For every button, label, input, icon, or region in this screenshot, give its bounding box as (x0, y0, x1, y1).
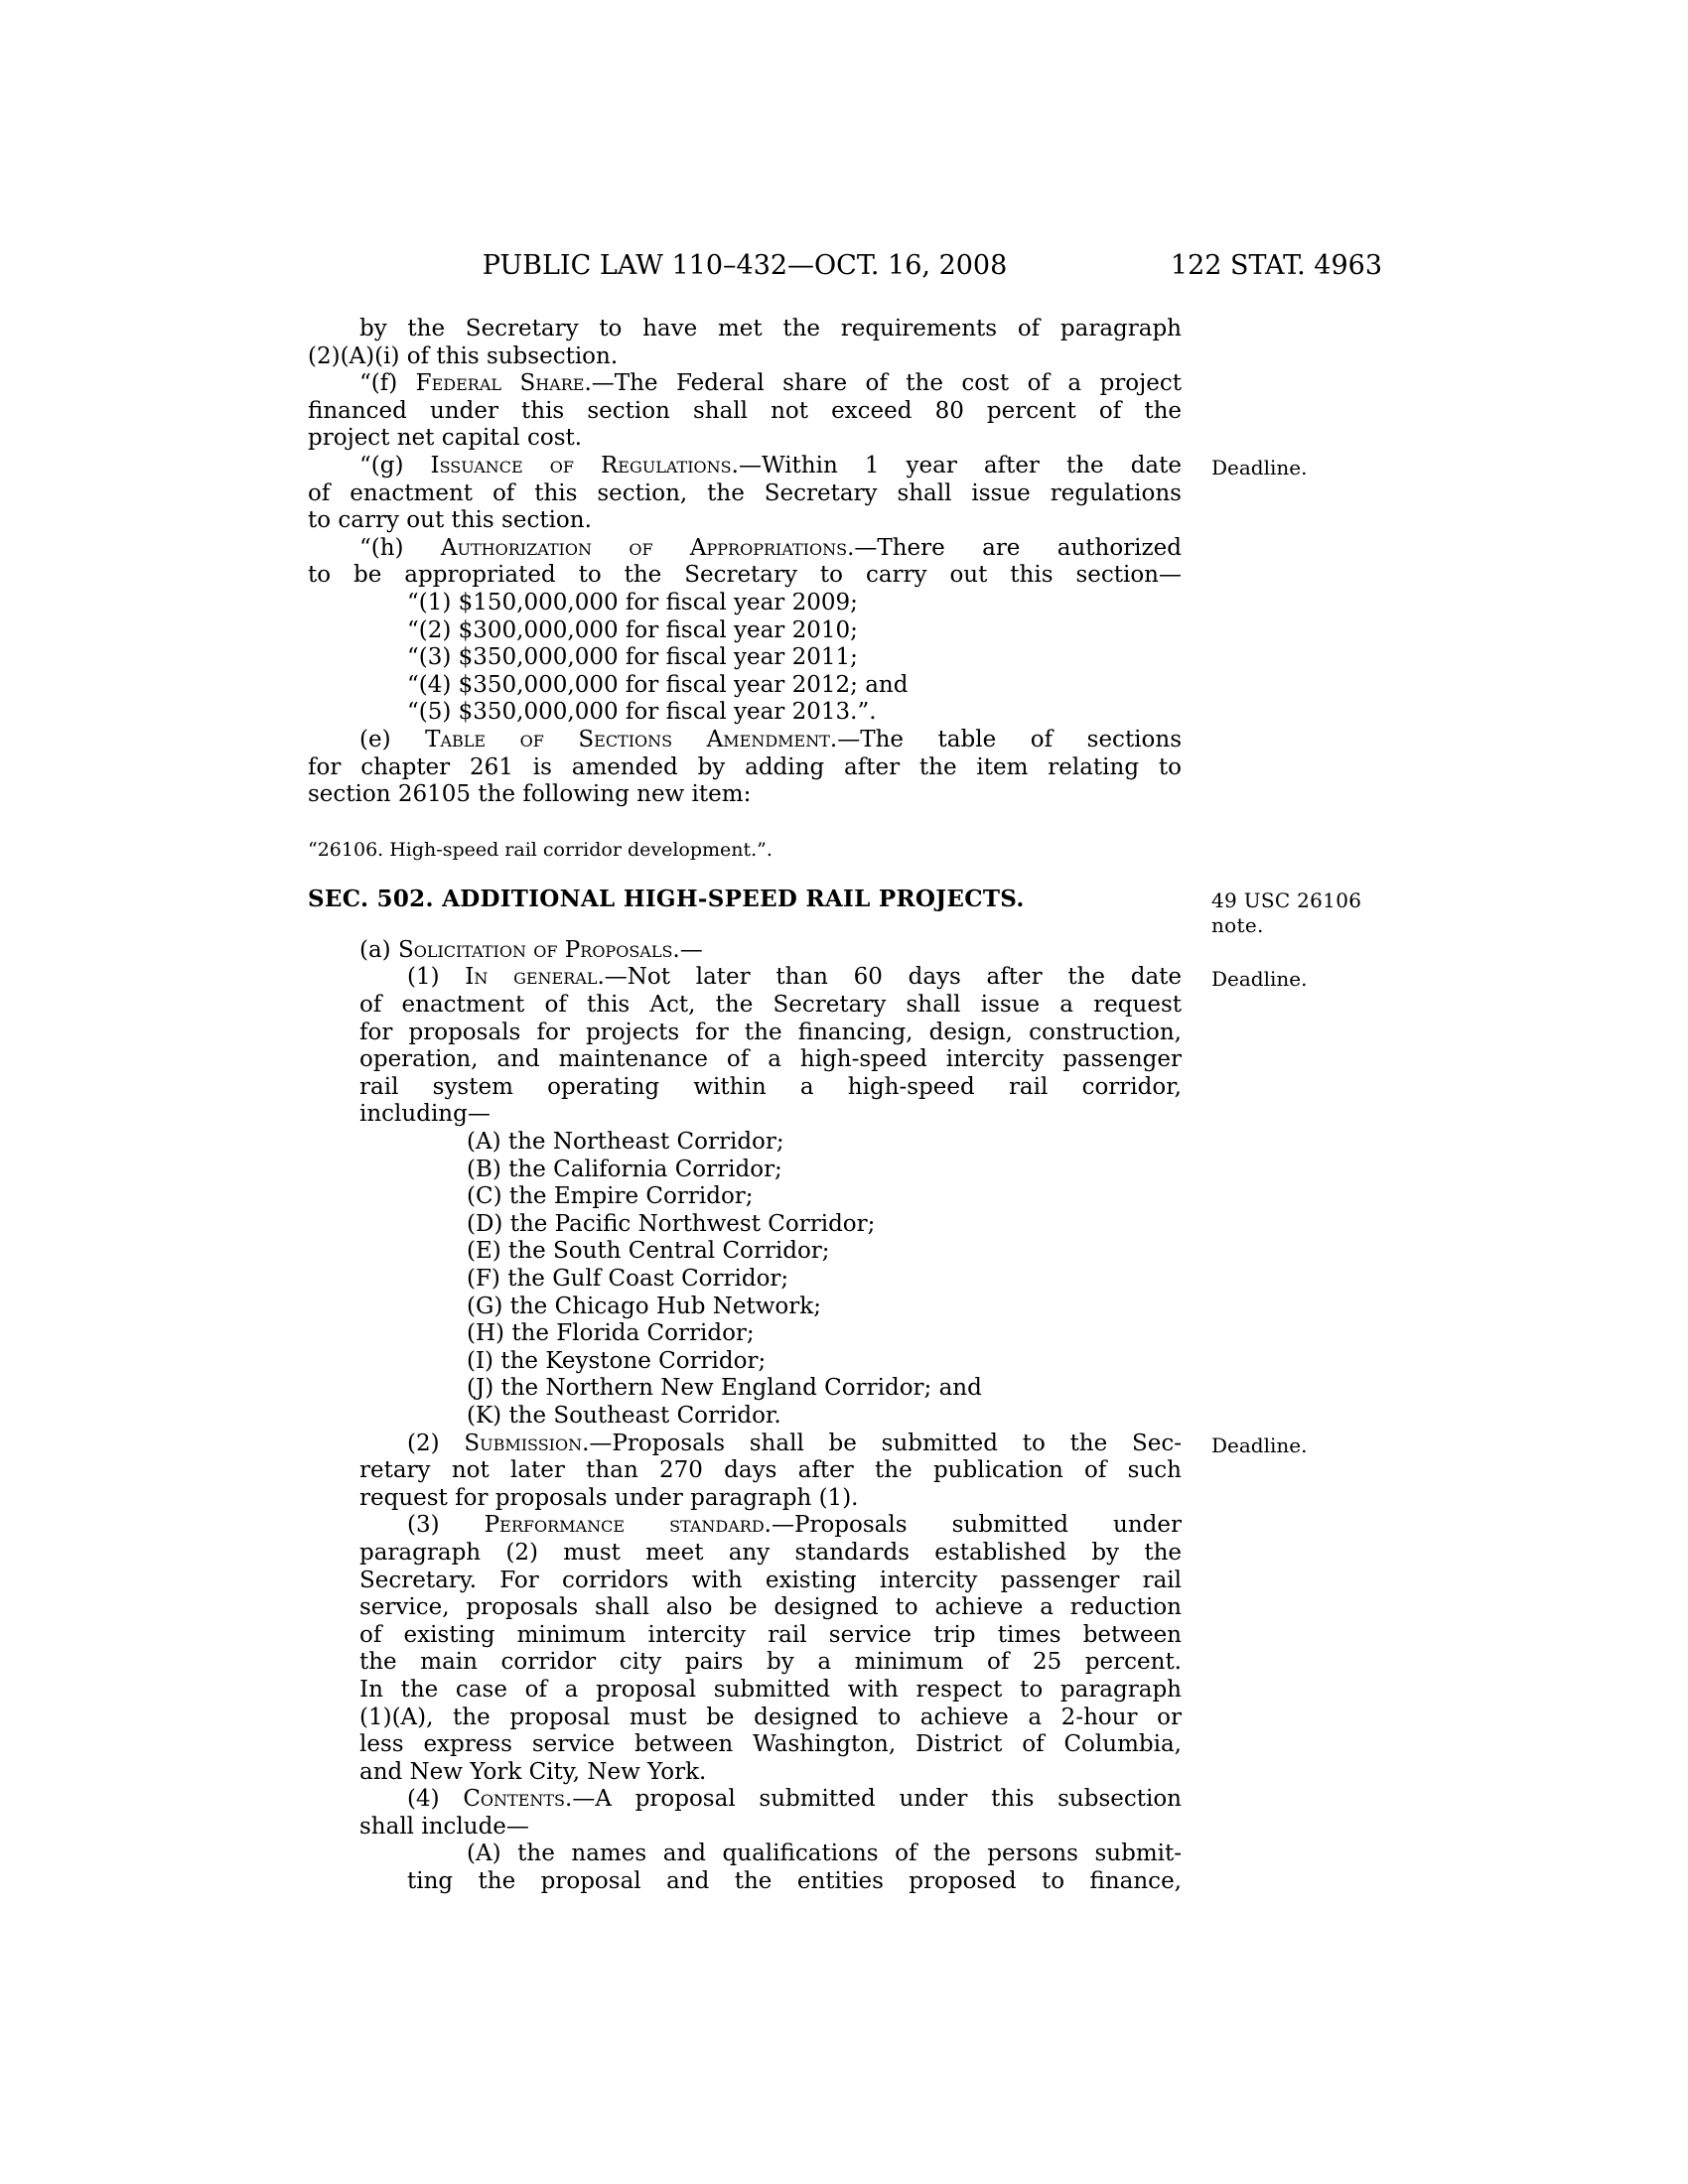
text-line (308, 672, 1182, 700)
text-line (308, 480, 1182, 508)
text-segment: .—Within 1 year after the date (731, 452, 1182, 478)
text-line (308, 1568, 1182, 1595)
text-segment: (1)(A), the proposal must be designed to achieve a 2-hour or (359, 1704, 1182, 1730)
text-line (308, 590, 1182, 617)
text-line (308, 754, 1182, 782)
text-segment: Submission (464, 1430, 583, 1456)
text-segment: Contents (463, 1786, 566, 1813)
text-segment: by the Secretary to have met the requirements of paragraph (359, 316, 1182, 341)
text-line (308, 1649, 1182, 1677)
text-line (308, 1485, 1182, 1513)
law-title: PUBLIC LAW 110–432—OCT. 16, 2008 (482, 250, 1008, 281)
document-body (308, 316, 1362, 1896)
stat-number: 122 STAT. 4963 (1170, 250, 1382, 281)
text-line (308, 425, 1182, 453)
text-segment: of enactment of this section, the Secretary shall issue regulations (308, 479, 1182, 506)
text-segment: Secretary. For corridors with existing intercity passenger rail (359, 1567, 1182, 1593)
text-line (308, 1786, 1182, 1814)
text-segment: Authorization of Appropriations (440, 534, 848, 561)
page-header (308, 250, 1382, 286)
text-segment: request for proposals under paragraph (1). (359, 1484, 859, 1511)
text-segment: .—A proposal submitted under this subsection (565, 1786, 1182, 1813)
margin-note: Deadline. (1211, 1433, 1308, 1457)
text-line (308, 1731, 1182, 1759)
text-segment: (e) (359, 726, 426, 752)
text-segment: of existing minimum intercity rail service trip times between (359, 1621, 1182, 1648)
text-segment: (I) the Keystone Corridor; (467, 1347, 767, 1374)
text-segment: (A) the Northeast Corridor; (467, 1129, 784, 1156)
text-segment: (H) the Florida Corridor; (467, 1320, 755, 1347)
text-segment: .—Proposals shall be submitted to the Sec- (582, 1430, 1183, 1456)
text-segment: .—Not later than 60 days after the date (597, 964, 1183, 991)
text-line (308, 781, 1182, 809)
text-segment: section 26105 the following new item: (308, 781, 752, 808)
text-segment: (2)(A)(i) of this subsection. (308, 342, 619, 369)
text-segment: “26106. High-speed rail corridor development.”. (308, 838, 773, 861)
text-line (308, 886, 1362, 938)
text-segment: for proposals for projects for the financing, design, construction, (359, 1019, 1182, 1045)
text-line (308, 507, 1182, 535)
text-line (308, 1594, 1182, 1622)
text-segment: paragraph (2) must meet any standards established by the (359, 1539, 1182, 1566)
text-segment: less express service between Washington, District of Columbia, (359, 1731, 1182, 1758)
text-segment: rail system operating within a high-speed rail corridor, (359, 1073, 1182, 1100)
text-line (308, 343, 1182, 371)
text-line (308, 937, 1182, 965)
text-line (308, 1841, 1182, 1868)
text-segment: In general (465, 964, 598, 991)
text-segment: project net capital cost. (308, 425, 583, 452)
text-line (308, 1540, 1182, 1568)
text-line (308, 617, 1182, 645)
text-line (308, 1375, 1182, 1403)
text-segment: service, proposals shall also be designed to achieve a reduction (359, 1594, 1182, 1621)
text-segment: (C) the Empire Corridor; (467, 1183, 754, 1210)
text-line (308, 1157, 1182, 1184)
text-line (308, 1430, 1308, 1458)
text-segment: financed under this section shall not exceed 80 percent of the (308, 397, 1182, 424)
text-segment: Solicitation of Proposals (397, 936, 673, 963)
text-segment: (4) (407, 1786, 464, 1813)
text-line (308, 1403, 1182, 1431)
margin-note: 49 USC 26106 note. (1211, 888, 1362, 938)
text-line (308, 964, 1308, 992)
text-line (308, 1211, 1182, 1239)
text-segment: and New York City, New York. (359, 1758, 707, 1785)
text-segment: ting the proposal and the entities proposed to finance, (407, 1868, 1182, 1895)
text-segment: shall include— (359, 1813, 529, 1840)
text-segment: Issuance of Regulations (430, 452, 732, 478)
text-line (308, 316, 1182, 343)
text-segment: (3) (407, 1512, 485, 1539)
text-segment: “(h) (359, 534, 441, 561)
text-line (308, 1622, 1182, 1650)
text-segment: .—The table of sections (829, 726, 1183, 752)
text-line (308, 644, 1182, 672)
text-segment: (K) the Southeast Corridor. (467, 1402, 781, 1429)
text-line (308, 1183, 1182, 1211)
text-segment: “(4) $350,000,000 for fiscal year 2012; and (407, 671, 909, 698)
text-segment: (a) (359, 936, 398, 963)
text-line (308, 535, 1182, 563)
text-segment: the main corridor city pairs by a minimum of 25 percent. (359, 1649, 1182, 1676)
text-line (308, 1266, 1182, 1294)
text-segment: of enactment of this Act, the Secretary shall issue a request (359, 992, 1182, 1019)
text-line (308, 452, 1308, 480)
text-line (308, 992, 1182, 1020)
margin-note: Deadline. (1211, 967, 1308, 992)
text-line (308, 1348, 1182, 1376)
text-segment: “(2) $300,000,000 for fiscal year 2010; (407, 616, 858, 643)
text-segment: .—The Federal share of the cost of a project (584, 370, 1182, 397)
margin-note: Deadline. (1211, 455, 1308, 479)
text-segment: .— (672, 936, 703, 963)
text-line (308, 1238, 1182, 1266)
text-segment: including— (359, 1101, 491, 1128)
text-line (308, 1457, 1182, 1485)
text-segment: .—There are authorized (847, 534, 1182, 561)
text-segment: (F) the Gulf Coast Corridor; (467, 1266, 789, 1292)
text-segment: Federal Share (415, 370, 585, 397)
text-segment: “(3) $350,000,000 for fiscal year 2011; (407, 644, 858, 671)
text-segment: to carry out this section. (308, 507, 592, 534)
text-line (308, 1046, 1182, 1074)
text-line (308, 1512, 1182, 1540)
text-segment: (D) the Pacific Northwest Corridor; (467, 1210, 876, 1237)
text-segment: .—Proposals submitted under (764, 1512, 1183, 1539)
text-line (308, 370, 1182, 398)
text-line (308, 562, 1182, 590)
text-segment: (B) the California Corridor; (467, 1156, 782, 1182)
text-segment: (2) (407, 1430, 465, 1456)
text-segment: Table of Sections Amendment (425, 726, 830, 752)
text-segment: “(f) (359, 370, 416, 397)
text-segment: “(5) $350,000,000 for fiscal year 2013.”. (407, 699, 877, 726)
text-segment: for chapter 261 is amended by adding after the item relating to (308, 753, 1182, 780)
text-segment: to be appropriated to the Secretary to carry out this section— (308, 562, 1182, 589)
text-line (308, 1074, 1182, 1102)
text-line (308, 1759, 1182, 1787)
text-line (308, 837, 1182, 865)
text-line (308, 727, 1182, 754)
text-segment: (1) (407, 964, 466, 991)
text-line (308, 1101, 1182, 1129)
text-line (308, 1868, 1182, 1896)
text-segment: Performance standard (484, 1512, 765, 1539)
text-segment: “(g) (359, 452, 431, 478)
text-line (308, 1814, 1182, 1842)
text-line (308, 1294, 1182, 1321)
text-segment: (A) the names and qualifications of the persons submit- (467, 1841, 1182, 1867)
text-line (308, 1020, 1182, 1047)
text-line (308, 699, 1182, 727)
text-line (308, 1320, 1182, 1348)
text-segment: (G) the Chicago Hub Network; (467, 1293, 821, 1319)
text-segment: In the case of a proposal submitted with respect to paragraph (359, 1676, 1182, 1703)
text-line (308, 398, 1182, 426)
text-segment: retary not later than 270 days after the publication of such (359, 1457, 1182, 1484)
text-line (308, 1677, 1182, 1705)
text-line (308, 1705, 1182, 1732)
text-line (308, 1129, 1182, 1157)
text-segment: (E) the South Central Corridor; (467, 1238, 830, 1265)
text-segment: SEC. 502. ADDITIONAL HIGH-SPEED RAIL PROJECTS. (308, 886, 1025, 913)
text-segment: (J) the Northern New England Corridor; and (467, 1375, 982, 1402)
text-segment: “(1) $150,000,000 for fiscal year 2009; (407, 589, 858, 615)
text-segment: operation, and maintenance of a high-speed intercity passenger (359, 1046, 1182, 1073)
